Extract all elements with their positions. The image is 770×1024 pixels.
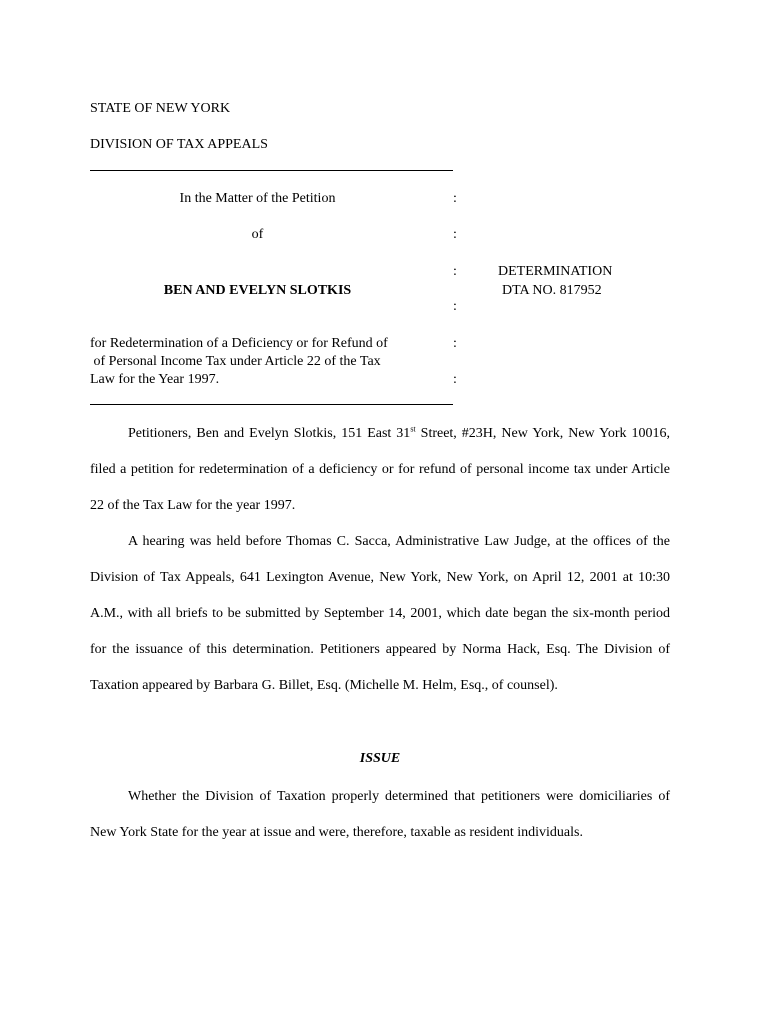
petition-text-end: Street, #23H, New York, New York 10016, filed a petition for redetermination of a deficiency or for refund of personal income tax under Article 22 of the Tax Law for the year 1997.: [90, 426, 670, 513]
caption-colon: :: [453, 191, 457, 206]
caption-colon: :: [453, 227, 457, 242]
dta-number: DTA NO. 817952: [502, 283, 602, 298]
caption-bottom-rule: [90, 404, 453, 405]
caption-colon: :: [453, 264, 457, 279]
issue-heading: ISSUE: [359, 751, 401, 766]
of-line: of: [251, 227, 264, 242]
ordinal-suffix: st: [410, 424, 416, 434]
purpose-line-3: Law for the Year 1997.: [90, 372, 220, 387]
paragraph-issue: Whether the Division of Taxation properly determined that petitioners were domiciliaries of New York State for the year at issue and were, therefore, taxable as resident individuals.: [90, 789, 670, 840]
document-type: DETERMINATION: [498, 264, 613, 279]
purpose-line-1: for Redetermination of a Deficiency or for Refund of: [90, 336, 388, 351]
caption-top-rule: [90, 170, 453, 171]
matter-line: In the Matter of the Petition: [179, 191, 336, 206]
purpose-line-2: of Personal Income Tax under Article 22 of the Tax: [90, 354, 381, 369]
caption-colon: :: [453, 299, 457, 314]
paragraph-petition: [90, 416, 670, 524]
caption-colon: :: [453, 372, 457, 387]
caption-colon: :: [453, 336, 457, 351]
division-header: DIVISION OF TAX APPEALS: [90, 137, 268, 152]
state-header: STATE OF NEW YORK: [90, 101, 231, 116]
petition-text-start: Petitioners, Ben and Evelyn Slotkis, 151 East 31: [128, 426, 411, 441]
paragraph-hearing: A hearing was held before Thomas C. Sacca, Administrative Law Judge, at the offices of the Division of Tax Appeals, 641 Lexington Avenue, New York, New York, on April 12, 2001 at 10:30 A.M., with all briefs to be submitted by September 14, 2001, which date began the six-month period for the issuance of this determination. Petitioners appeared by Norma Hack, Esq. The Division of Taxation appeared by Barbara G. Billet, Esq. (Michelle M. Helm, Esq., of counsel).: [90, 534, 670, 693]
petitioner-names: BEN AND EVELYN SLOTKIS: [163, 283, 352, 298]
